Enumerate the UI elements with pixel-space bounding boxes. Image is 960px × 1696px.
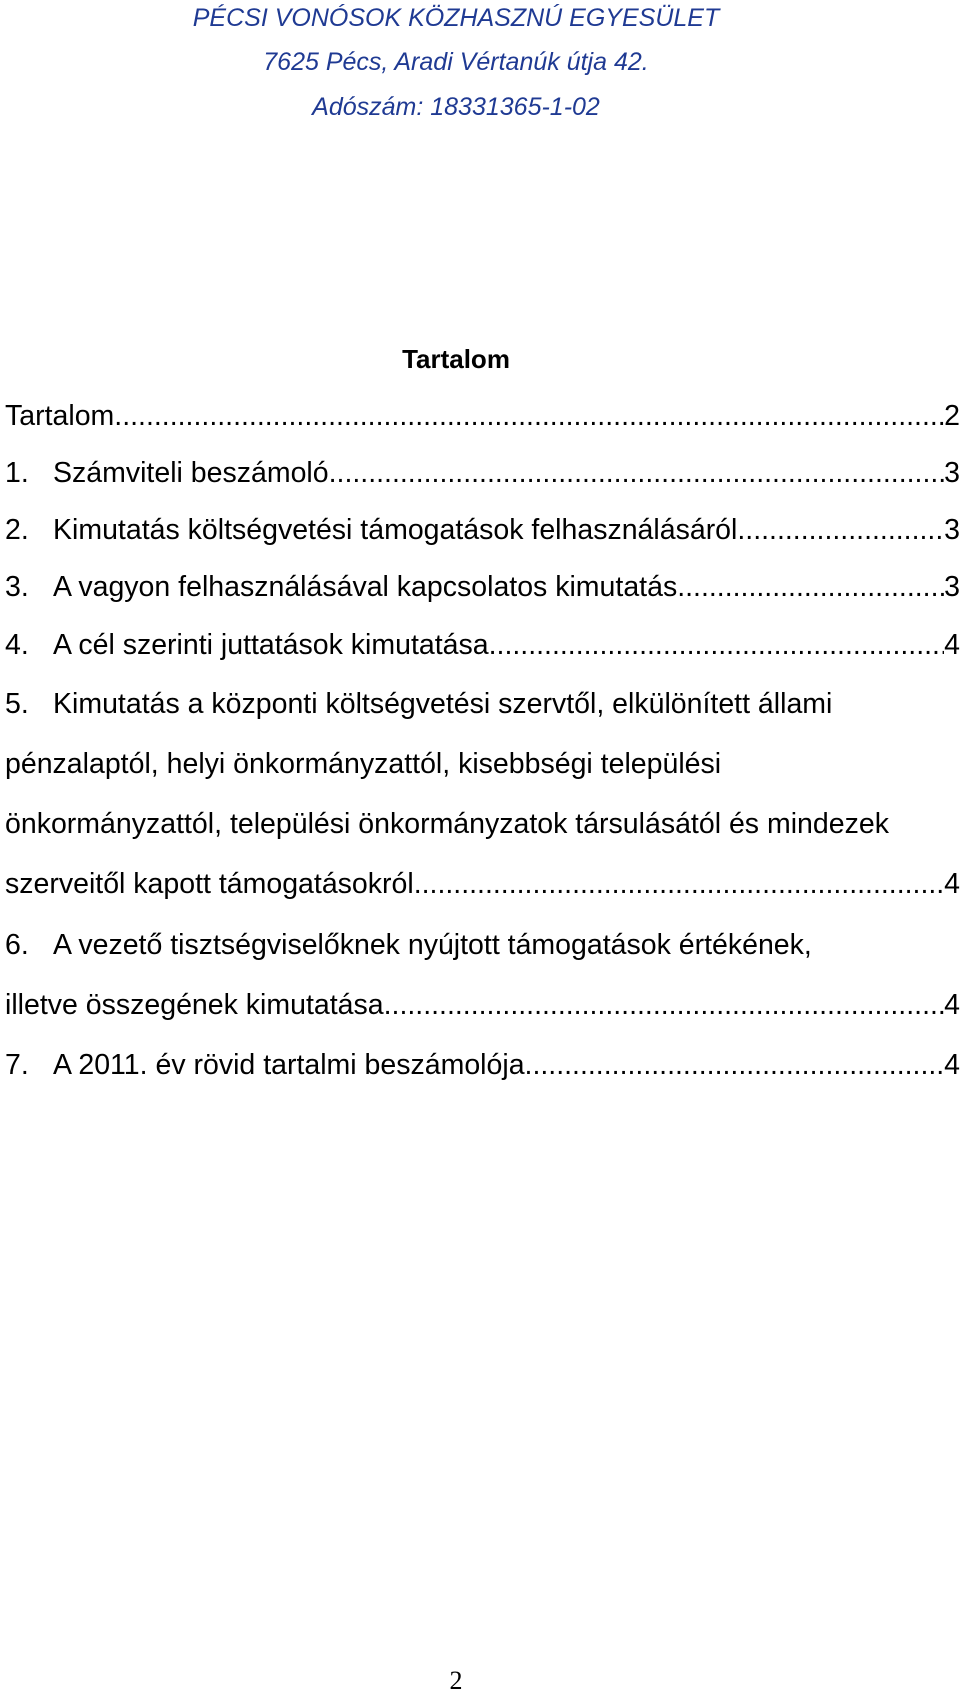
toc-entry-text: A vezető tisztségviselőknek nyújtott támogatások értékének, (53, 929, 812, 961)
page-number: 2 (449, 1666, 463, 1695)
toc-entry-number: 6. (5, 929, 29, 961)
leader-dots (525, 1045, 945, 1085)
toc-entry-number: 1. (5, 457, 29, 489)
toc-entry-page: 3 (944, 514, 960, 546)
toc-entry-number: 3. (5, 571, 29, 603)
toc-entry-number: 2. (5, 514, 29, 546)
toc-entry-number: 4. (5, 629, 29, 661)
leader-dots (737, 510, 944, 550)
toc-entry-text: szerveitől kapott támogatásokról (5, 868, 414, 900)
toc-entry-text: illetve összegének kimutatása (5, 989, 384, 1021)
organization-address: 7625 Pécs, Aradi Vértanúk útja 42. (263, 48, 649, 76)
toc-entry-number: 7. (5, 1049, 29, 1081)
toc-entry-text: A vagyon felhasználásával kapcsolatos kimutatás (53, 571, 678, 603)
leader-dots (114, 396, 944, 436)
toc-entry-text: Tartalom (5, 400, 115, 432)
leader-dots (384, 985, 945, 1025)
toc-entry-page: 4 (944, 989, 960, 1021)
toc-entry[interactable] (5, 864, 960, 904)
toc-entry-page: 3 (944, 571, 960, 603)
toc-entry-page: 3 (944, 457, 960, 489)
toc-entry-page: 2 (944, 400, 960, 432)
toc-entry-line[interactable] (5, 684, 960, 724)
leader-dots (489, 625, 945, 665)
toc-entry-page: 4 (944, 1049, 960, 1081)
toc-entry-text: pénzalaptól, helyi önkormányzattól, kisebbségi települési (5, 748, 722, 780)
toc-entry[interactable] (5, 510, 960, 550)
toc-entry[interactable] (5, 1045, 960, 1085)
toc-entry[interactable] (5, 453, 960, 493)
toc-entry[interactable] (5, 625, 960, 665)
leader-dots (329, 453, 945, 493)
toc-entry[interactable] (5, 985, 960, 1025)
toc-entry-text: A 2011. év rövid tartalmi beszámolója (53, 1049, 525, 1081)
toc-entry-text: önkormányzattól, települési önkormányzatok társulásától és mindezek (5, 808, 889, 840)
toc-entry-line[interactable] (5, 925, 960, 965)
toc-entry-text: A cél szerinti juttatások kimutatása (53, 629, 489, 661)
toc-entry-text: Kimutatás költségvetési támogatások felhasználásáról (53, 514, 738, 546)
toc-entry-text: Kimutatás a központi költségvetési szervtől, elkülönített állami (53, 688, 833, 720)
toc-entry[interactable] (5, 396, 960, 436)
toc-entry-line[interactable] (5, 744, 960, 784)
toc-entry[interactable] (5, 567, 960, 607)
toc-heading: Tartalom (402, 344, 510, 374)
toc-entry-page: 4 (944, 868, 960, 900)
toc-entry-number: 5. (5, 688, 29, 720)
leader-dots (677, 567, 944, 607)
toc-entry-page: 4 (944, 629, 960, 661)
leader-dots (414, 864, 944, 904)
tax-id: Adószám: 18331365-1-02 (312, 93, 600, 121)
organization-name: PÉCSI VONÓSOK KÖZHASZNÚ EGYESÜLET (192, 4, 720, 32)
toc-entry-line[interactable] (5, 804, 960, 844)
toc-entry-text: Számviteli beszámoló (53, 457, 329, 489)
